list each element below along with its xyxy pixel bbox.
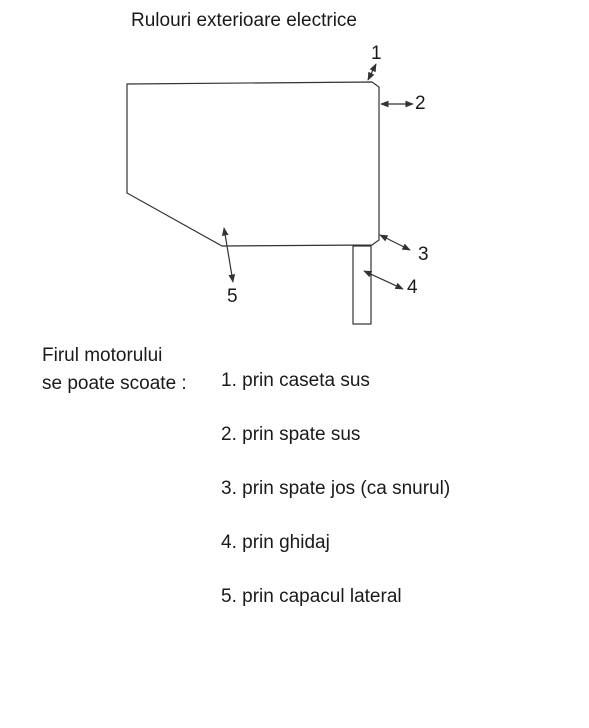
intro-line-2: se poate scoate : <box>42 373 187 394</box>
list-item: 4. prin ghidaj <box>221 532 330 553</box>
list-item: 1. prin caseta sus <box>221 370 370 391</box>
arrow-3 <box>380 235 410 250</box>
intro-line-1: Firul motorului <box>42 345 163 366</box>
arrow-4 <box>364 271 403 289</box>
arrow-1 <box>368 64 376 80</box>
shutter-box-outline <box>127 82 379 246</box>
page-title: Rulouri exterioare electrice <box>131 10 357 31</box>
list-item: 3. prin spate jos (ca snurul) <box>221 478 451 499</box>
arrow-5 <box>224 228 233 282</box>
guide-rail <box>353 246 371 324</box>
list-item: 2. prin spate sus <box>221 424 361 445</box>
intro-text <box>42 342 187 398</box>
callout-5: 5 <box>227 286 238 307</box>
list-item: 5. prin capacul lateral <box>221 586 402 607</box>
callout-2: 2 <box>415 93 426 114</box>
callout-4: 4 <box>407 277 418 298</box>
callout-3: 3 <box>418 244 429 265</box>
callout-1: 1 <box>371 43 382 64</box>
options-list <box>221 370 450 640</box>
